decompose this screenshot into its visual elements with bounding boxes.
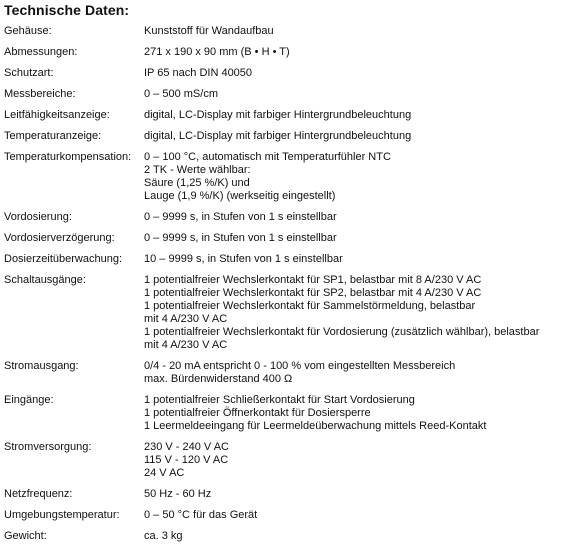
spec-value-line: ca. 3 kg	[144, 530, 183, 542]
spec-label: Schutzart:	[4, 67, 54, 79]
spec-row	[4, 211, 570, 232]
spec-value-line: 1 potentialfreier Öffnerkontakt für Dosiersperre	[144, 407, 371, 419]
spec-value-line: IP 65 nach DIN 40050	[144, 67, 253, 79]
spec-label: Umgebungstemperatur:	[4, 509, 120, 521]
spec-value	[144, 130, 570, 151]
spec-value-line: 1 potentialfreier Wechslerkontakt für SP2, belastbar mit 4 A/230 V AC	[144, 287, 482, 299]
spec-value	[144, 25, 570, 46]
spec-label: Vordosierung:	[4, 211, 72, 223]
spec-value-line: 10 – 9999 s, in Stufen von 1 s einstellbar	[144, 253, 343, 265]
spec-value	[144, 88, 570, 109]
spec-row	[4, 394, 570, 441]
spec-label: Stromausgang:	[4, 360, 79, 372]
spec-label: Gehäuse:	[4, 25, 52, 37]
spec-row	[4, 232, 570, 253]
spec-label: Netzfrequenz:	[4, 488, 73, 500]
spec-value-line: 2 TK - Werte wählbar:	[144, 164, 251, 176]
spec-label: Temperaturanzeige:	[4, 130, 102, 142]
spec-value	[144, 509, 570, 530]
spec-value-line: 1 Leermeldeeingang für Leermeldeüberwachung mittels Reed-Kontakt	[144, 420, 487, 432]
spec-value	[144, 253, 570, 274]
spec-value	[144, 109, 570, 130]
spec-value-line: 0 – 500 mS/cm	[144, 88, 218, 100]
spec-label: Schaltausgänge:	[4, 274, 86, 286]
spec-value-line: Säure (1,25 %/K) und	[144, 177, 250, 189]
spec-label: Dosierzeitüberwachung:	[4, 253, 123, 265]
spec-label: Gewicht:	[4, 530, 47, 542]
spec-value-line: Lauge (1,9 %/K) (werkseitig eingestellt)	[144, 190, 336, 202]
spec-label: Temperaturkompensation:	[4, 151, 132, 163]
spec-value	[144, 46, 570, 67]
spec-value-line: 230 V - 240 V AC	[144, 441, 229, 453]
spec-row	[4, 46, 570, 67]
spec-value	[144, 151, 570, 211]
spec-row	[4, 109, 570, 130]
technical-data-document	[4, 2, 574, 551]
spec-value-line: Kunststoff für Wandaufbau	[144, 25, 274, 37]
spec-value	[144, 360, 570, 394]
spec-row	[4, 530, 570, 551]
spec-value-line: max. Bürdenwiderstand 400 Ω	[144, 373, 293, 385]
spec-table-body	[4, 25, 570, 551]
spec-value-line: mit 4 A/230 V AC	[144, 339, 228, 351]
spec-value	[144, 211, 570, 232]
spec-row	[4, 488, 570, 509]
spec-value	[144, 67, 570, 88]
spec-label: Eingänge:	[4, 394, 54, 406]
spec-value-line: 0 – 9999 s, in Stufen von 1 s einstellbar	[144, 232, 337, 244]
document-title: Technische Daten:	[4, 2, 130, 18]
spec-row	[4, 88, 570, 109]
spec-label: Abmessungen:	[4, 46, 78, 58]
spec-label: Vordosierverzögerung:	[4, 232, 115, 244]
spec-value	[144, 441, 570, 488]
spec-row	[4, 360, 570, 394]
spec-row	[4, 441, 570, 488]
spec-label: Leitfähigkeitsanzeige:	[4, 109, 110, 121]
spec-table	[4, 25, 570, 551]
spec-label: Messbereiche:	[4, 88, 76, 100]
spec-value-line: 1 potentialfreier Wechslerkontakt für SP1, belastbar mit 8 A/230 V AC	[144, 274, 482, 286]
spec-value	[144, 394, 570, 441]
spec-row	[4, 253, 570, 274]
spec-value-line: 1 potentialfreier Wechslerkontakt für Sammelstörmeldung, belastbar	[144, 300, 476, 312]
spec-row	[4, 67, 570, 88]
spec-value	[144, 488, 570, 509]
spec-value-line: 0 – 50 °C für das Gerät	[144, 509, 258, 521]
spec-row	[4, 130, 570, 151]
spec-value	[144, 530, 570, 551]
spec-value-line: 1 potentialfreier Wechslerkontakt für Vordosierung (zusätzlich wählbar), belastbar	[144, 326, 540, 338]
spec-row	[4, 274, 570, 360]
spec-value-line: mit 4 A/230 V AC	[144, 313, 228, 325]
spec-value-line: 24 V AC	[144, 467, 185, 479]
spec-value-line: digital, LC-Display mit farbiger Hintergrundbeleuchtung	[144, 130, 412, 142]
spec-label: Stromversorgung:	[4, 441, 92, 453]
spec-value-line: 0 – 9999 s, in Stufen von 1 s einstellbar	[144, 211, 337, 223]
spec-row	[4, 151, 570, 211]
spec-value-line: 1 potentialfreier Schließerkontakt für Start Vordosierung	[144, 394, 415, 406]
spec-value	[144, 274, 570, 360]
spec-value-line: 271 x 190 x 90 mm (B • H • T)	[144, 46, 290, 58]
spec-value-line: digital, LC-Display mit farbiger Hintergrundbeleuchtung	[144, 109, 412, 121]
spec-row	[4, 509, 570, 530]
spec-value	[144, 232, 570, 253]
spec-value-line: 0/4 - 20 mA entspricht 0 - 100 % vom eingestellten Messbereich	[144, 360, 456, 372]
spec-row	[4, 25, 570, 46]
spec-value-line: 0 – 100 °C, automatisch mit Temperaturfühler NTC	[144, 151, 391, 163]
spec-value-line: 115 V - 120 V AC	[144, 454, 229, 466]
spec-value-line: 50 Hz - 60 Hz	[144, 488, 212, 500]
